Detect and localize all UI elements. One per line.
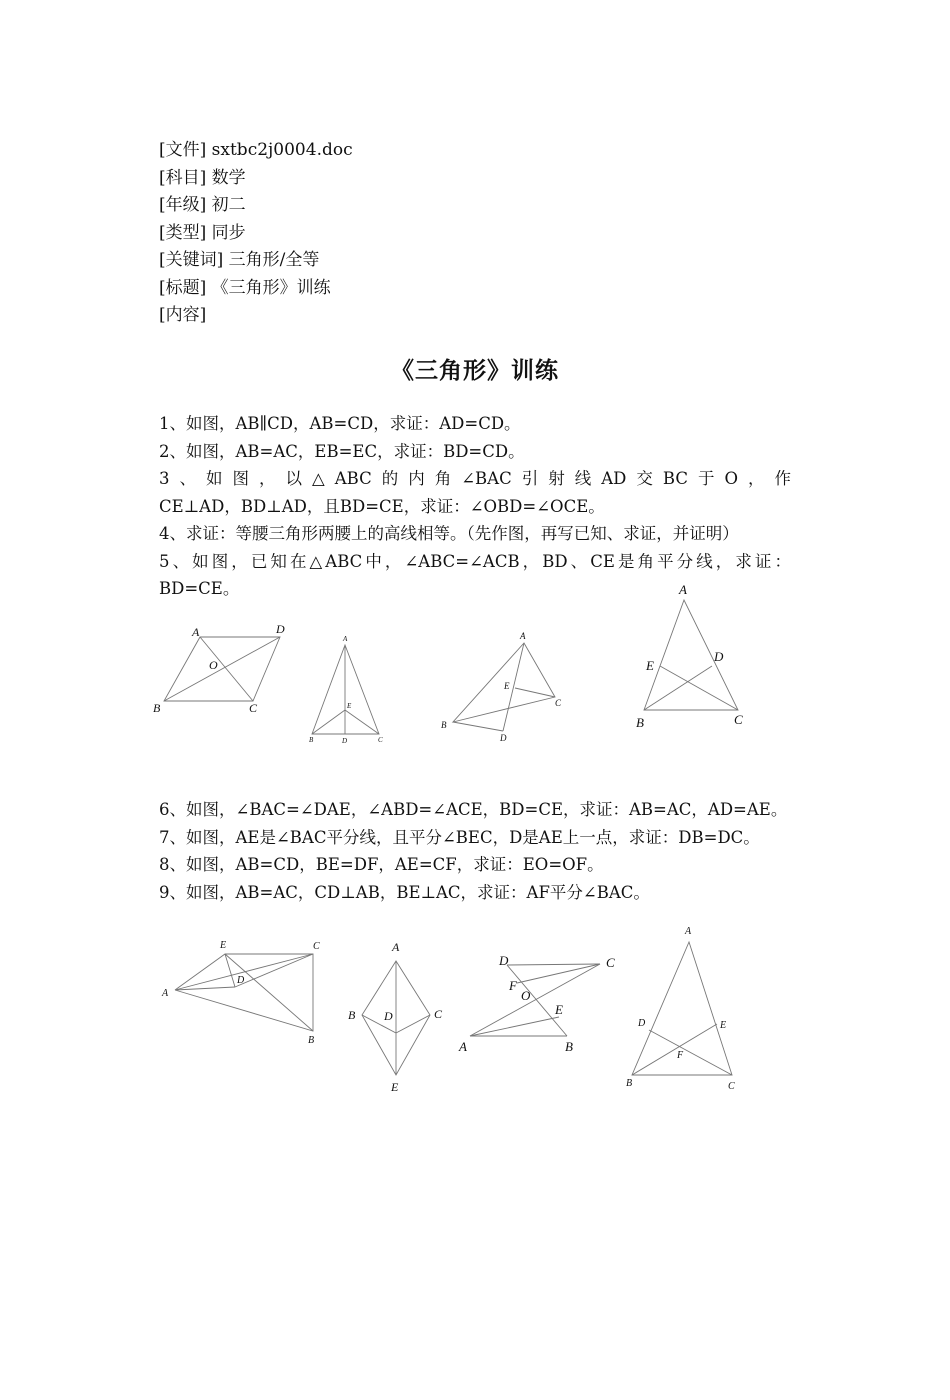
fig4-label-b: B [636, 715, 644, 730]
fig6-label-c: C [313, 941, 320, 952]
fig8-label-f: F [509, 978, 517, 993]
fig6-segment-cd [235, 954, 313, 987]
fig7-label-e: E [391, 1080, 399, 1094]
figure-6 [160, 935, 335, 1050]
fig1-label-o: O [209, 658, 218, 672]
fig9-label-d: D [638, 1018, 646, 1029]
fig8-label-d: D [499, 953, 509, 968]
fig2-segment-ce [345, 710, 379, 734]
fig7-label-d: D [384, 1009, 393, 1023]
fig1-label-b: B [153, 701, 161, 715]
fig1-label-a: A [192, 625, 200, 639]
problem-list-b [159, 796, 799, 906]
problem-4: 4、求证：等腰三角形两腰上的高线相等。（先作图，再写已知、求证，并证明） [159, 524, 739, 543]
fig4-bisector-ce [660, 666, 738, 710]
problem-list-a [159, 410, 791, 603]
figure-7 [340, 935, 450, 1100]
fig3-segment-ce [515, 688, 555, 697]
problem-8: 8、如图，AB=CD，BE=DF，AE=CF，求证：EO=OF。 [159, 855, 604, 874]
meta-subject: [科目] 数学 [159, 167, 246, 188]
problem-7: 7、如图，AE是∠BAC平分线，且平分∠BEC，D是AE上一点，求证：DB=DC。 [159, 827, 760, 847]
fig9-altitude-be [632, 1024, 717, 1075]
figure-1 [150, 620, 290, 720]
fig1-label-c: C [249, 701, 258, 715]
fig6-label-a: A [162, 988, 169, 999]
problem-1: 1、如图，AB∥CD，AB=CD，求证：AD=CD。 [159, 414, 521, 433]
fig6-label-b: B [308, 1035, 315, 1046]
meta-keywords: [关键词] 三角形/全等 [159, 250, 320, 270]
figure-9 [620, 920, 750, 1100]
fig9-label-f: F [677, 1050, 684, 1061]
fig3-segment-bd [453, 722, 503, 731]
fig4-label-e: E [646, 658, 654, 673]
problem-5-line-1: 5、如图，已知在△ABC中，∠ABC=∠ACB，BD、CE是角平分线，求证： [159, 551, 791, 571]
problem-3-line-1: 3、如图，以△ABC的内角∠BAC引射线AD交BC于O，作 [159, 469, 791, 488]
fig3-label-b: B [441, 720, 447, 730]
fig2-triangle [312, 645, 379, 734]
fig1-diagonal-bd [164, 637, 280, 701]
fig2-label-c: C [378, 736, 383, 744]
figure-4 [630, 578, 750, 733]
meta-type: [类型] 同步 [159, 222, 246, 243]
fig8-label-e: E [555, 1002, 563, 1017]
fig7-label-b: B [348, 1008, 356, 1022]
problem-2: 2、如图，AB=AC，EB=EC，求证：BD=CD。 [159, 441, 525, 461]
fig2-label-d: D [342, 737, 348, 745]
figure-3 [435, 625, 575, 750]
fig8-segment-cf [517, 964, 600, 983]
fig6-label-d: D [237, 975, 245, 986]
fig3-label-c: C [555, 698, 562, 708]
fig1-diagonal-ac [200, 637, 253, 701]
problem-6: 6、如图，∠BAC=∠DAE，∠ABD=∠ACE，BD=CE，求证：AB=AC，AD=AE。 [159, 800, 788, 819]
fig8-segment-dc [507, 964, 600, 965]
meta-file: [文件] sxtbc2j0004.doc [159, 140, 353, 160]
meta-content: [内容] [159, 305, 207, 325]
fig4-label-a: A [679, 582, 687, 597]
fig8-segment-ca [470, 964, 600, 1036]
fig8-label-c: C [606, 955, 615, 970]
fig1-label-d: D [276, 622, 285, 636]
fig2-label-b: B [309, 736, 314, 744]
fig8-label-o: O [521, 988, 531, 1003]
fig4-triangle [644, 600, 738, 710]
fig8-label-b: B [565, 1039, 573, 1054]
fig9-label-e: E [720, 1020, 727, 1031]
fig4-label-d: D [714, 649, 724, 664]
meta-title: [标题] 《三角形》训练 [159, 277, 331, 298]
fig7-label-a: A [392, 940, 400, 954]
fig9-label-a: A [685, 926, 692, 937]
problem-9: 9、如图，AB=AC，CD⊥AB，BE⊥AC，求证：AF平分∠BAC。 [159, 882, 650, 902]
fig8-segment-ae [470, 1017, 559, 1036]
fig6-label-e: E [220, 940, 227, 951]
fig9-label-c: C [728, 1081, 735, 1092]
fig3-label-d: D [500, 733, 507, 743]
figure-2 [305, 630, 390, 750]
fig2-segment-be [312, 710, 345, 734]
fig8-segment-db [507, 965, 567, 1036]
problem-3-line-2: CE⊥AD，BD⊥AD，且BD=CE，求证：∠OBD=∠OCE。 [159, 496, 605, 516]
meta-grade: [年级] 初二 [159, 195, 246, 215]
fig3-label-e: E [504, 681, 510, 691]
fig6-outline [175, 954, 313, 1031]
document-metadata [159, 137, 353, 330]
fig4-bisector-bd [644, 666, 712, 710]
figure-8 [455, 945, 625, 1060]
problem-5-line-2: BD=CE。 [159, 579, 240, 598]
fig7-label-c: C [434, 1007, 443, 1021]
fig4-label-c: C [734, 712, 743, 727]
fig2-label-a: A [343, 635, 348, 643]
fig2-label-e: E [347, 702, 352, 710]
page-title: 《三角形》训练 [391, 357, 559, 384]
fig3-label-a: A [520, 631, 526, 641]
fig9-label-b: B [626, 1078, 633, 1089]
fig8-label-a: A [459, 1039, 467, 1054]
